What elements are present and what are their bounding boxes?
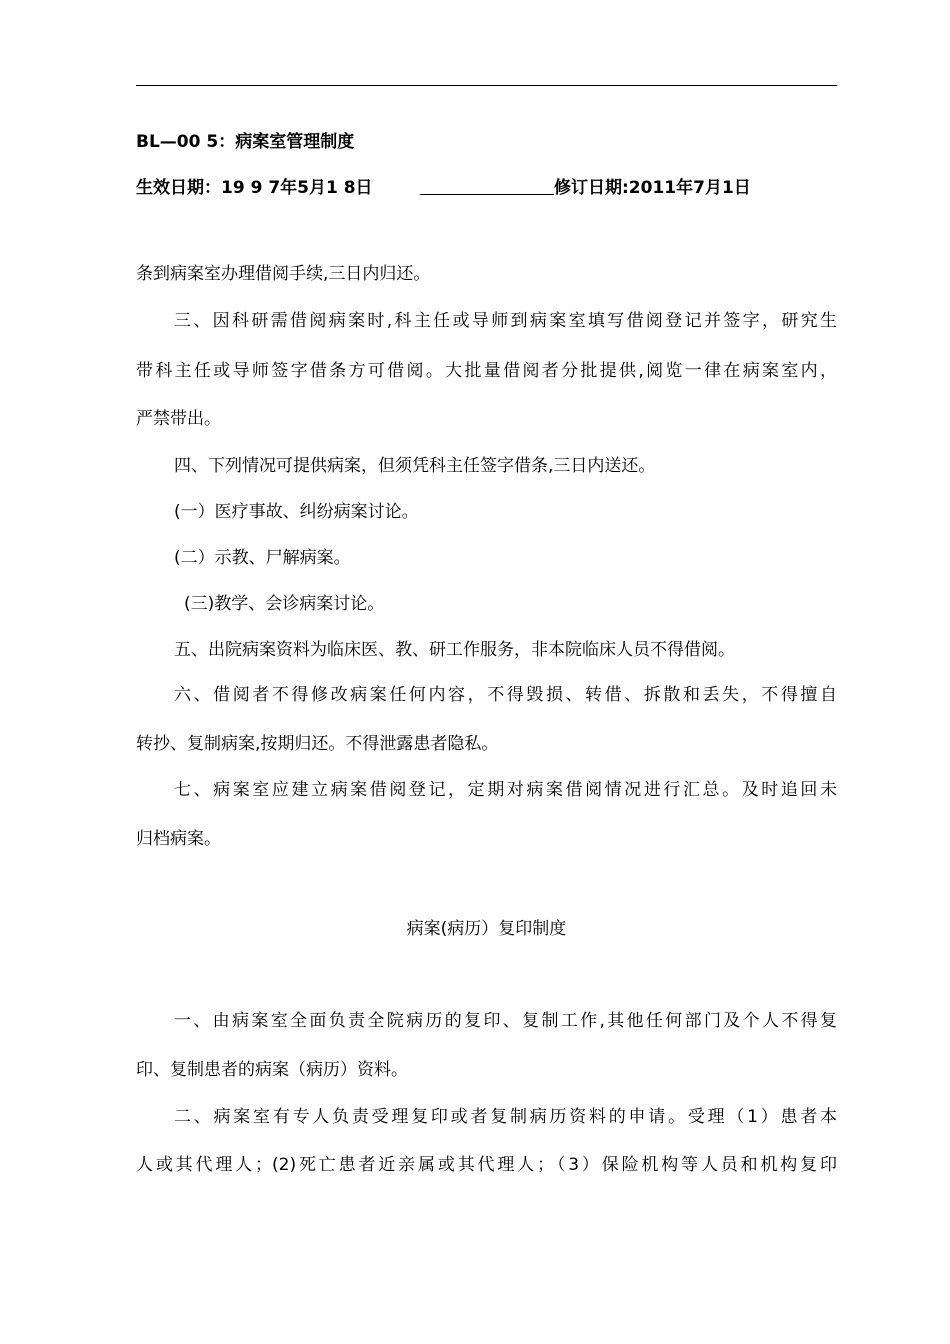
paragraph-line: 四、下列情况可提供病案，但须凭科主任签字借条,三日内送还。 xyxy=(174,456,656,476)
paragraph-line: 六、借阅者不得修改病案任何内容，不得毁损、转借、拆散和丢失，不得擅自 xyxy=(174,685,837,705)
paragraph-line: 转抄、复制病案,按期归还。不得泄露患者隐私。 xyxy=(136,734,499,754)
paragraph-line: 人或其代理人；(2)死亡患者近亲属或其代理人；（3）保险机构等人员和机构复印 xyxy=(136,1155,837,1175)
paragraph-line: 带科主任或导师签字借条方可借阅。大批量借阅者分批提供,阅览一律在病案室内， xyxy=(136,361,837,381)
paragraph-line: 条到病案室办理借阅手续,三日内归还。 xyxy=(136,264,431,284)
list-item: (二）示教、尸解病案。 xyxy=(174,548,351,568)
paragraph-line: 七、病案室应建立病案借阅登记，定期对病案借阅情况进行汇总。及时追回未 xyxy=(174,780,837,800)
paragraph-line: 三、因科研需借阅病案时,科主任或导师到病案室填写借阅登记并签字，研究生 xyxy=(174,311,837,331)
list-item: (一）医疗事故、纠纷病案讨论。 xyxy=(174,502,419,522)
header-rule xyxy=(136,85,837,86)
section-title: 病案(病历）复印制度 xyxy=(406,919,567,939)
paragraph-line: 二、病案室有专人负责受理复印或者复制病历资料的申请。受理（1）患者本 xyxy=(174,1107,837,1127)
document-code-title: BL—00 5：病案室管理制度 xyxy=(136,132,355,152)
paragraph-line: 印、复制患者的病案（病历）资料。 xyxy=(136,1060,408,1080)
list-item: (三)教学、会诊病案讨论。 xyxy=(184,594,385,614)
paragraph-line: 五、出院病案资料为临床医、教、研工作服务，非本院临床人员不得借阅。 xyxy=(174,640,735,660)
date-gap-underline xyxy=(420,194,554,195)
paragraph-line: 一、由病案室全面负责全院病历的复印、复制工作,其他任何部门及个人不得复 xyxy=(174,1011,837,1031)
paragraph-line: 归档病案。 xyxy=(136,829,221,849)
paragraph-line: 严禁带出。 xyxy=(136,409,221,429)
effective-date: 生效日期：19 9 7年5月1 8日 xyxy=(136,178,373,198)
revision-date: 修订日期:2011年7月1日 xyxy=(554,178,751,198)
